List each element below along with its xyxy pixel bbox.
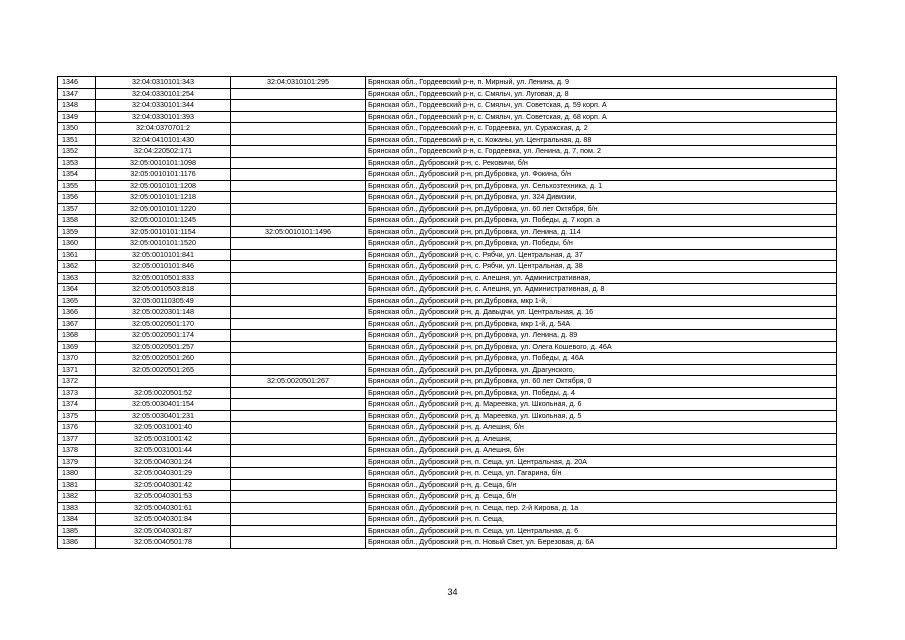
address-cell: Брянская обл., Дубровский р-н, рп.Дубровка, ул. Сельхозтехника, д. 1 — [366, 180, 837, 192]
parent-cadastral-number-cell — [231, 203, 366, 215]
table-row — [58, 456, 837, 468]
table-row — [58, 307, 837, 319]
address-cell: Брянская обл., Дубровский р-н, с. Рябчи, ул. Центральная, д. 38 — [366, 261, 837, 273]
row-number-cell: 1374 — [58, 399, 96, 411]
address-cell: Брянская обл., Дубровский р-н, п. Сеща, ул. Центральная, д. 20А — [366, 456, 837, 468]
table-row — [58, 146, 837, 158]
cadastral-number-cell: 32:04:0330101:344 — [96, 100, 231, 112]
address-cell: Брянская обл., Дубровский р-н, с. Алешня, ул. Административная, — [366, 272, 837, 284]
table-row — [58, 226, 837, 238]
cadastral-number-cell: 32:05:0031001:44 — [96, 445, 231, 457]
cadastral-number-cell: 32:05:0010101:1154 — [96, 226, 231, 238]
row-number-cell: 1380 — [58, 468, 96, 480]
cadastral-number-cell: 32:04:0370701:2 — [96, 123, 231, 135]
row-number-cell: 1363 — [58, 272, 96, 284]
address-cell: Брянская обл., Дубровский р-н, д. Мареевка, ул. Школьная, д. 5 — [366, 410, 837, 422]
row-number-cell: 1352 — [58, 146, 96, 158]
parent-cadastral-number-cell — [231, 445, 366, 457]
cadastral-number-cell: 32:05:0010501:833 — [96, 272, 231, 284]
address-cell: Брянская обл., Дубровский р-н, с. Рековичи, б/н — [366, 157, 837, 169]
row-number-cell: 1375 — [58, 410, 96, 422]
address-cell: Брянская обл., Дубровский р-н, п. Сеща, пер. 2-й Кирова, д. 1а — [366, 502, 837, 514]
row-number-cell: 1360 — [58, 238, 96, 250]
table-row — [58, 525, 837, 537]
address-cell: Брянская обл., Дубровский р-н, д. Алешня, б/н — [366, 445, 837, 457]
cadastral-number-cell: 32:04:220502:171 — [96, 146, 231, 158]
registry-table — [57, 76, 837, 549]
row-number-cell: 1384 — [58, 514, 96, 526]
cadastral-number-cell: 32:05:0010101:1176 — [96, 169, 231, 181]
cadastral-number-cell: 32:04:0330101:393 — [96, 111, 231, 123]
table-row — [58, 537, 837, 549]
cadastral-number-cell: 32:04:0310101:343 — [96, 77, 231, 89]
table-row — [58, 422, 837, 434]
table-row — [58, 514, 837, 526]
address-cell: Брянская обл., Гордеевский р-н, с. Гордеевка, ул. Ленина, д. 7, пом. 2 — [366, 146, 837, 158]
parent-cadastral-number-cell — [231, 111, 366, 123]
parent-cadastral-number-cell — [231, 192, 366, 204]
table-row — [58, 445, 837, 457]
address-cell: Брянская обл., Дубровский р-н, п. Новый Свет, ул. Березовая, д. 6А — [366, 537, 837, 549]
table-row — [58, 399, 837, 411]
row-number-cell: 1373 — [58, 387, 96, 399]
parent-cadastral-number-cell — [231, 330, 366, 342]
table-row — [58, 180, 837, 192]
cadastral-number-cell: 32:05:0010101:1220 — [96, 203, 231, 215]
cadastral-number-cell: 32:05:0040501:78 — [96, 537, 231, 549]
cadastral-number-cell: 32:05:0040301:84 — [96, 514, 231, 526]
table-row — [58, 502, 837, 514]
row-number-cell: 1347 — [58, 88, 96, 100]
address-cell: Брянская обл., Гордеевский р-н, с. Смяльч, ул. Советская, д. 59 корп. А — [366, 100, 837, 112]
table-row — [58, 77, 837, 89]
parent-cadastral-number-cell — [231, 387, 366, 399]
parent-cadastral-number-cell — [231, 514, 366, 526]
row-number-cell: 1379 — [58, 456, 96, 468]
address-cell: Брянская обл., Дубровский р-н, рп.Дубровка, ул. 324 Дивизии, — [366, 192, 837, 204]
table-row — [58, 203, 837, 215]
table-row — [58, 341, 837, 353]
parent-cadastral-number-cell — [231, 169, 366, 181]
address-cell: Брянская обл., Дубровский р-н, рп.Дубровка, мкр 1-й, — [366, 295, 837, 307]
row-number-cell: 1365 — [58, 295, 96, 307]
row-number-cell: 1376 — [58, 422, 96, 434]
row-number-cell: 1371 — [58, 364, 96, 376]
row-number-cell: 1362 — [58, 261, 96, 273]
row-number-cell: 1366 — [58, 307, 96, 319]
row-number-cell: 1385 — [58, 525, 96, 537]
parent-cadastral-number-cell — [231, 433, 366, 445]
table-row — [58, 88, 837, 100]
address-cell: Брянская обл., Дубровский р-н, д. Мареевка, ул. Школьная, д. 6 — [366, 399, 837, 411]
parent-cadastral-number-cell — [231, 249, 366, 261]
parent-cadastral-number-cell — [231, 284, 366, 296]
table-row — [58, 284, 837, 296]
parent-cadastral-number-cell — [231, 364, 366, 376]
table-row — [58, 169, 837, 181]
address-cell: Брянская обл., Дубровский р-н, рп.Дубровка, ул. Драгунского, — [366, 364, 837, 376]
address-cell: Брянская обл., Дубровский р-н, рп.Дубровка, ул. Олега Кошевого, д. 46А — [366, 341, 837, 353]
cadastral-number-cell: 32:05:0030401:231 — [96, 410, 231, 422]
parent-cadastral-number-cell — [231, 123, 366, 135]
parent-cadastral-number-cell — [231, 180, 366, 192]
table-row — [58, 295, 837, 307]
address-cell: Брянская обл., Дубровский р-н, рп.Дубровка, ул. 60 лет Октября, 0 — [366, 376, 837, 388]
table-row — [58, 100, 837, 112]
cadastral-number-cell: 32:05:0020501:170 — [96, 318, 231, 330]
cadastral-number-cell: 32:05:0040301:87 — [96, 525, 231, 537]
address-cell: Брянская обл., Дубровский р-н, рп.Дубровка, мкр 1-й, д. 54А — [366, 318, 837, 330]
row-number-cell: 1382 — [58, 491, 96, 503]
parent-cadastral-number-cell — [231, 88, 366, 100]
table-row — [58, 249, 837, 261]
address-cell: Брянская обл., Дубровский р-н, д. Сеща, б/н — [366, 479, 837, 491]
table-row — [58, 111, 837, 123]
row-number-cell: 1370 — [58, 353, 96, 365]
row-number-cell: 1368 — [58, 330, 96, 342]
cadastral-number-cell: 32:05:0010101:1098 — [96, 157, 231, 169]
address-cell: Брянская обл., Дубровский р-н, с. Рябчи, ул. Центральная, д. 37 — [366, 249, 837, 261]
page-number: 34 — [447, 587, 458, 597]
address-cell: Брянская обл., Гордеевский р-н, п. Мирный, ул. Ленина, д. 9 — [366, 77, 837, 89]
table-row — [58, 261, 837, 273]
row-number-cell: 1369 — [58, 341, 96, 353]
table-row — [58, 134, 837, 146]
parent-cadastral-number-cell — [231, 410, 366, 422]
cadastral-number-cell: 32:05:0020501:265 — [96, 364, 231, 376]
row-number-cell: 1378 — [58, 445, 96, 457]
cadastral-number-cell: 32:05:0020501:257 — [96, 341, 231, 353]
cadastral-number-cell: 32:05:0040301:53 — [96, 491, 231, 503]
row-number-cell: 1372 — [58, 376, 96, 388]
cadastral-number-cell: 32:05:0020301:148 — [96, 307, 231, 319]
cadastral-number-cell: 32:05:0031001:42 — [96, 433, 231, 445]
cadastral-number-cell: 32:05:0020501:174 — [96, 330, 231, 342]
cadastral-number-cell: 32:05:0031001:40 — [96, 422, 231, 434]
table-row — [58, 330, 837, 342]
address-cell: Брянская обл., Дубровский р-н, п. Сеща, ул. Гагарина, б/н — [366, 468, 837, 480]
cadastral-number-cell: 32:05:0020501:52 — [96, 387, 231, 399]
row-number-cell: 1356 — [58, 192, 96, 204]
address-cell: Брянская обл., Дубровский р-н, рп.Дубровка, ул. Фокина, б/н — [366, 169, 837, 181]
parent-cadastral-number-cell — [231, 502, 366, 514]
parent-cadastral-number-cell: 32:04:0310101:295 — [231, 77, 366, 89]
table-row — [58, 238, 837, 250]
parent-cadastral-number-cell — [231, 525, 366, 537]
table-row — [58, 387, 837, 399]
cadastral-number-cell: 32:05:0040301:24 — [96, 456, 231, 468]
cadastral-number-cell: 32:05:0040301:61 — [96, 502, 231, 514]
parent-cadastral-number-cell: 32:05:0010101:1496 — [231, 226, 366, 238]
row-number-cell: 1346 — [58, 77, 96, 89]
cadastral-number-cell: 32:05:0010101:1520 — [96, 238, 231, 250]
table-row — [58, 353, 837, 365]
parent-cadastral-number-cell — [231, 399, 366, 411]
address-cell: Брянская обл., Дубровский р-н, п. Сеща, — [366, 514, 837, 526]
parent-cadastral-number-cell — [231, 491, 366, 503]
row-number-cell: 1355 — [58, 180, 96, 192]
parent-cadastral-number-cell — [231, 318, 366, 330]
parent-cadastral-number-cell — [231, 353, 366, 365]
parent-cadastral-number-cell — [231, 215, 366, 227]
address-cell: Брянская обл., Дубровский р-н, д. Алешня, — [366, 433, 837, 445]
parent-cadastral-number-cell — [231, 146, 366, 158]
parent-cadastral-number-cell — [231, 295, 366, 307]
table-row — [58, 364, 837, 376]
table-row — [58, 491, 837, 503]
parent-cadastral-number-cell — [231, 238, 366, 250]
cadastral-number-cell: 32:05:00110305:49 — [96, 295, 231, 307]
address-cell: Брянская обл., Дубровский р-н, рп.Дубровка, ул. Победы, д. 4 — [366, 387, 837, 399]
cadastral-number-cell: 32:04:0410101:430 — [96, 134, 231, 146]
parent-cadastral-number-cell — [231, 157, 366, 169]
cadastral-number-cell: 32:05:0010101:841 — [96, 249, 231, 261]
row-number-cell: 1377 — [58, 433, 96, 445]
row-number-cell: 1350 — [58, 123, 96, 135]
row-number-cell: 1361 — [58, 249, 96, 261]
address-cell: Брянская обл., Гордеевский р-н, с. Смяльч, ул. Советская, д. 68 корп. А — [366, 111, 837, 123]
address-cell: Брянская обл., Дубровский р-н, д. Давыдчи, ул. Центральная, д. 16 — [366, 307, 837, 319]
row-number-cell: 1367 — [58, 318, 96, 330]
row-number-cell: 1354 — [58, 169, 96, 181]
table-row — [58, 376, 837, 388]
parent-cadastral-number-cell — [231, 134, 366, 146]
cadastral-number-cell: 32:05:0010101:1245 — [96, 215, 231, 227]
table-row — [58, 433, 837, 445]
parent-cadastral-number-cell — [231, 341, 366, 353]
address-cell: Брянская обл., Дубровский р-н, с. Алешня, ул. Административная, д. 8 — [366, 284, 837, 296]
parent-cadastral-number-cell — [231, 537, 366, 549]
parent-cadastral-number-cell — [231, 100, 366, 112]
row-number-cell: 1348 — [58, 100, 96, 112]
table-row — [58, 192, 837, 204]
row-number-cell: 1358 — [58, 215, 96, 227]
table-row — [58, 215, 837, 227]
parent-cadastral-number-cell: 32:05:0020501:267 — [231, 376, 366, 388]
cadastral-number-cell — [96, 376, 231, 388]
table-row — [58, 123, 837, 135]
address-cell: Брянская обл., Гордеевский р-н, с. Кожаны, ул. Центральная, д. 88 — [366, 134, 837, 146]
address-cell: Брянская обл., Дубровский р-н, п. Сеща, ул. Центральная, д. 6 — [366, 525, 837, 537]
parent-cadastral-number-cell — [231, 422, 366, 434]
address-cell: Брянская обл., Дубровский р-н, рп.Дубровка, ул. Победы, б/н — [366, 238, 837, 250]
row-number-cell: 1357 — [58, 203, 96, 215]
table-row — [58, 468, 837, 480]
cadastral-number-cell: 32:05:0040301:29 — [96, 468, 231, 480]
parent-cadastral-number-cell — [231, 261, 366, 273]
row-number-cell: 1383 — [58, 502, 96, 514]
address-cell: Брянская обл., Дубровский р-н, рп.Дубровка, ул. Ленина, д. 114 — [366, 226, 837, 238]
table-row — [58, 318, 837, 330]
parent-cadastral-number-cell — [231, 479, 366, 491]
table-row — [58, 410, 837, 422]
parent-cadastral-number-cell — [231, 307, 366, 319]
cadastral-number-cell: 32:04:0330101:254 — [96, 88, 231, 100]
cadastral-number-cell: 32:05:0020501:260 — [96, 353, 231, 365]
row-number-cell: 1381 — [58, 479, 96, 491]
registry-table-body — [58, 77, 837, 549]
row-number-cell: 1359 — [58, 226, 96, 238]
address-cell: Брянская обл., Дубровский р-н, д. Алешня, б/н — [366, 422, 837, 434]
address-cell: Брянская обл., Дубровский р-н, рп.Дубровка, ул. Победы, д. 46А — [366, 353, 837, 365]
cadastral-number-cell: 32:05:0010101:846 — [96, 261, 231, 273]
cadastral-number-cell: 32:05:0010503:818 — [96, 284, 231, 296]
table-row — [58, 272, 837, 284]
address-cell: Брянская обл., Дубровский р-н, рп.Дубровка, ул. 60 лет Октября, б/н — [366, 203, 837, 215]
cadastral-number-cell: 32:05:0010101:1208 — [96, 180, 231, 192]
cadastral-number-cell: 32:05:0040301:42 — [96, 479, 231, 491]
row-number-cell: 1353 — [58, 157, 96, 169]
row-number-cell: 1351 — [58, 134, 96, 146]
address-cell: Брянская обл., Гордеевский р-н, с. Смяльч, ул. Луговая, д. 8 — [366, 88, 837, 100]
address-cell: Брянская обл., Гордеевский р-н, с. Гордеевка, ул. Суражская, д. 2 — [366, 123, 837, 135]
address-cell: Брянская обл., Дубровский р-н, рп.Дубровка, ул. Ленина, д. 89 — [366, 330, 837, 342]
address-cell: Брянская обл., Дубровский р-н, д. Сеща, б/н — [366, 491, 837, 503]
table-row — [58, 479, 837, 491]
row-number-cell: 1349 — [58, 111, 96, 123]
cadastral-number-cell: 32:05:0010101:1218 — [96, 192, 231, 204]
table-row — [58, 157, 837, 169]
cadastral-number-cell: 32:05:0030401:154 — [96, 399, 231, 411]
row-number-cell: 1364 — [58, 284, 96, 296]
row-number-cell: 1386 — [58, 537, 96, 549]
parent-cadastral-number-cell — [231, 456, 366, 468]
parent-cadastral-number-cell — [231, 468, 366, 480]
parent-cadastral-number-cell — [231, 272, 366, 284]
address-cell: Брянская обл., Дубровский р-н, рп.Дубровка, ул. Победы, д. 7 корп. а — [366, 215, 837, 227]
